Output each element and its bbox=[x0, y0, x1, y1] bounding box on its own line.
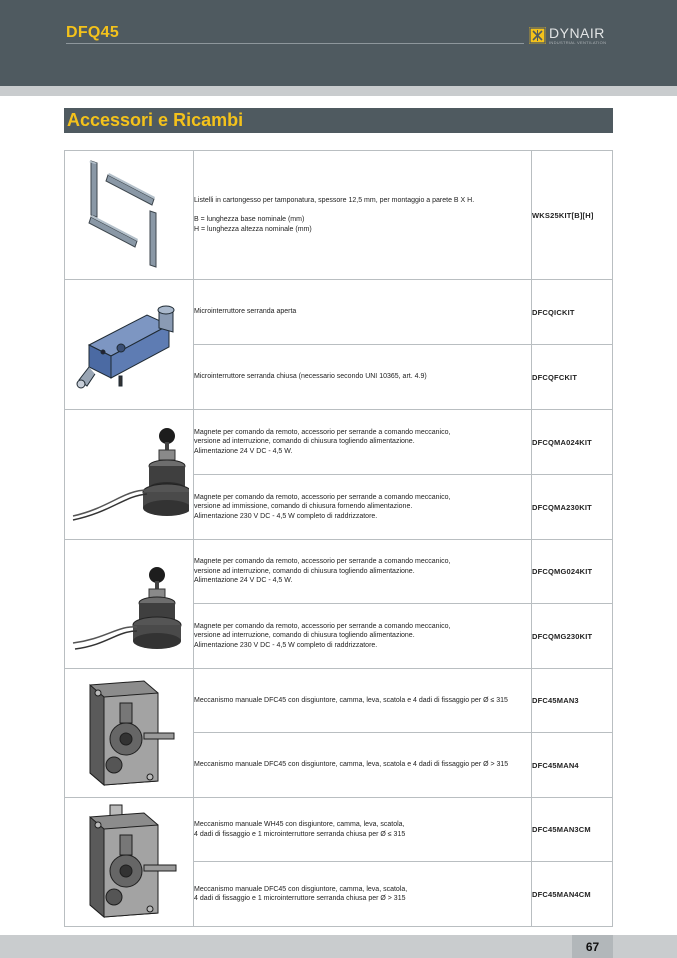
desc-line: Meccanismo manuale DFC45 con disgiuntore, camma, leva, scatola e 4 dadi di fissaggio per Ø > 315 bbox=[194, 761, 509, 769]
desc-line: Magnete per comando da remoto, accessorio per serrande a comando meccanico, bbox=[194, 558, 451, 566]
row-description bbox=[194, 151, 532, 280]
desc-line bbox=[194, 206, 531, 216]
desc-line: Listelli in cartongesso per tamponatura, spessore 12,5 mm, per montaggio a parete B X H. bbox=[194, 197, 475, 204]
brand-tagline: INDUSTRIAL VENTILATION bbox=[549, 40, 607, 45]
row-description bbox=[194, 669, 532, 733]
section-title: Accessori e Ricambi bbox=[67, 110, 244, 130]
desc-line: 4 dadi di fissaggio e 1 microinterruttore serranda chiusa per Ø ≤ 315 bbox=[194, 830, 406, 838]
product-code: WKS25KIT[B][H] bbox=[532, 151, 613, 280]
product-code: DFCQICKIT bbox=[532, 280, 613, 345]
row-description bbox=[194, 345, 532, 410]
desc-line: Magnete per comando da remoto, accessorio per serrande a comando meccanico, bbox=[194, 622, 451, 630]
model-title: DFQ45 bbox=[66, 24, 120, 41]
desc-line: Meccanismo manuale DFC45 con disgiuntore, camma, leva, scatola, bbox=[194, 885, 408, 893]
manual-mechanism-icon bbox=[74, 673, 184, 793]
product-code: DFCQMA024KIT bbox=[532, 410, 613, 475]
product-image bbox=[65, 669, 194, 798]
desc-line: versione ad interruzione, comando di chiusura togliendo alimentazione. bbox=[194, 632, 415, 640]
product-image bbox=[65, 798, 194, 927]
row-description bbox=[194, 862, 532, 927]
header-bar bbox=[0, 0, 677, 86]
product-code: DFC45MAN3 bbox=[532, 669, 613, 733]
desc-line: B = lunghezza base nominale (mm) bbox=[194, 216, 305, 223]
table-row bbox=[65, 151, 613, 280]
microswitch-icon bbox=[69, 290, 189, 400]
table-row bbox=[65, 410, 613, 475]
table-row bbox=[65, 540, 613, 604]
desc-line: versione ad immissione, comando di chiusura fornendo alimentazione. bbox=[194, 503, 413, 511]
product-image bbox=[65, 410, 194, 540]
row-description bbox=[194, 604, 532, 669]
product-image bbox=[65, 280, 194, 410]
product-code: DFCQMA230KIT bbox=[532, 475, 613, 540]
table-row bbox=[65, 798, 613, 862]
desc-line: Alimentazione 230 V DC - 4,5 W completo di raddrizzatore. bbox=[194, 641, 378, 649]
gypsum-strips-icon bbox=[79, 155, 179, 275]
table-row bbox=[65, 280, 613, 345]
product-image bbox=[65, 540, 194, 669]
page-number-box bbox=[572, 935, 613, 958]
page-number: 67 bbox=[585, 940, 600, 954]
product-code: DFCQFCKIT bbox=[532, 345, 613, 410]
header-rule bbox=[66, 43, 524, 44]
brand-name: DYNAIR bbox=[549, 25, 605, 41]
desc-line: Magnete per comando da remoto, accessorio per serrande a comando meccanico, bbox=[194, 493, 451, 501]
product-code: DFCQMG024KIT bbox=[532, 540, 613, 604]
brand-mark-icon bbox=[529, 27, 546, 44]
product-code: DFC45MAN4 bbox=[532, 733, 613, 798]
desc-line: Meccanismo manuale WH45 con disgiuntore, camma, leva, scatola, bbox=[194, 821, 405, 828]
manual-mechanism-micro-icon bbox=[74, 801, 184, 923]
product-image bbox=[65, 151, 194, 280]
accessories-table bbox=[64, 150, 613, 927]
desc-line: Alimentazione 24 V DC - 4,5 W. bbox=[194, 447, 293, 455]
desc-line: Alimentazione 24 V DC - 4,5 W. bbox=[194, 577, 293, 585]
magnet-actuator-icon bbox=[69, 549, 189, 659]
product-code: DFCQMG230KIT bbox=[532, 604, 613, 669]
desc-line: versione ad interruzione, comando di chiusura togliendo alimentazione. bbox=[194, 567, 415, 575]
desc-line: 4 dadi di fissaggio e 1 microinterruttore serranda chiusa per Ø > 315 bbox=[194, 895, 406, 902]
desc-line: H = lunghezza altezza nominale (mm) bbox=[194, 225, 312, 233]
row-description bbox=[194, 475, 532, 540]
desc-line: versione ad interruzione, comando di chiusura togliendo alimentazione. bbox=[194, 438, 415, 446]
magnet-actuator-icon bbox=[69, 420, 189, 530]
section-header bbox=[64, 108, 613, 133]
table-row bbox=[65, 669, 613, 733]
row-description bbox=[194, 410, 532, 475]
product-code: DFC45MAN3CM bbox=[532, 798, 613, 862]
row-description bbox=[194, 733, 532, 798]
desc-line: Microinterruttore serranda chiusa (necessario secondo UNI 10365, art. 4.9) bbox=[194, 373, 427, 381]
row-description bbox=[194, 280, 532, 345]
desc-line: Alimentazione 230 V DC - 4,5 W completo di raddrizzatore. bbox=[194, 512, 378, 520]
row-description bbox=[194, 798, 532, 862]
desc-line: Magnete per comando da remoto, accessorio per serrande a comando meccanico, bbox=[194, 428, 451, 436]
product-code: DFC45MAN4CM bbox=[532, 862, 613, 927]
header-underline bbox=[0, 86, 677, 96]
desc-line: Meccanismo manuale DFC45 con disgiuntore, camma, leva, scatola e 4 dadi di fissaggio per Ø ≤ 315 bbox=[194, 696, 508, 704]
desc-line: Microinterruttore serranda aperta bbox=[194, 308, 297, 316]
row-description bbox=[194, 540, 532, 604]
